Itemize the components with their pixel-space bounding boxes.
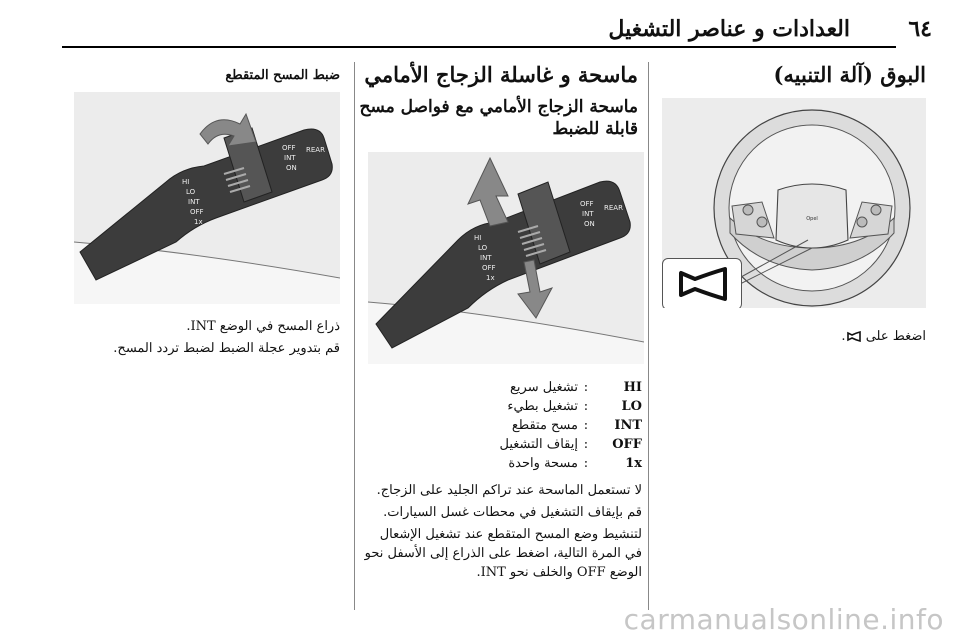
interval-text-position: ذراع المسح في الوضع INT. <box>186 319 340 334</box>
horn-instruction-text: اضغط على <box>865 329 926 344</box>
wiper-settings-list <box>380 378 642 473</box>
lever-label-1x: 1x <box>486 274 495 282</box>
page-header-title: العدادات و عناصر التشغيل <box>608 16 850 42</box>
lever-label-on: ON <box>584 220 595 228</box>
interval-label-int: INT <box>284 154 296 162</box>
interval-label-lo: LO <box>186 188 196 196</box>
interval-heading: ضبط المسح المتقطع <box>225 68 340 83</box>
lever-label-off: OFF <box>580 200 594 208</box>
horn-icon <box>663 259 741 308</box>
setting-description: مسح متقطع <box>511 418 578 433</box>
interval-lever-figure <box>74 92 340 304</box>
horn-callout <box>662 258 742 308</box>
wiper-note-interval: لتنشيط وضع المسح المتقطع عند تشغيل الإشعال في المرة التالية، اضغط على الذراع إلى الأسفل نحو الوضع OFF والخلف نحو INT. <box>364 527 642 580</box>
horn-symbol-icon <box>846 331 862 342</box>
wiper-setting-row <box>380 416 642 435</box>
wiper-subheading: ماسحة الزجاج الأمامي مع فواصل مسح قابلة للضبط <box>359 97 638 140</box>
watermark: carmanualsonline.info <box>623 603 944 636</box>
column-divider-left <box>354 62 355 610</box>
wiper-lever-figure <box>368 152 644 364</box>
interval-label-hi: HI <box>182 178 190 186</box>
wiper-note-carwash: قم بإيقاف التشغيل في محطات غسل السيارات. <box>383 505 642 520</box>
lever-label-int: INT <box>582 210 594 218</box>
lever-label-rear: REAR <box>604 204 623 212</box>
interval-label-on: ON <box>286 164 297 172</box>
wiper-heading: ماسحة و غاسلة الزجاج الأمامي <box>364 62 638 87</box>
setting-description: تشغيل سريع <box>510 380 578 395</box>
header-rule <box>62 46 896 48</box>
lever-label-lo: LO <box>478 244 488 252</box>
setting-description: تشغيل بطيء <box>507 399 578 414</box>
horn-instruction: اضغط على . <box>841 329 926 344</box>
setting-code: 1x <box>625 456 642 471</box>
setting-separator: : <box>583 399 589 414</box>
setting-code: INT <box>614 418 642 433</box>
interval-label-rear: REAR <box>306 146 325 154</box>
lever-label-int2: INT <box>480 254 492 262</box>
interval-label-int2: INT <box>188 198 200 206</box>
setting-code: HI <box>623 380 642 395</box>
column-divider-right <box>648 62 649 610</box>
setting-code: OFF <box>612 437 642 452</box>
interval-label-off: OFF <box>282 144 296 152</box>
interval-label-1x: 1x <box>194 218 203 226</box>
setting-separator: : <box>583 380 589 395</box>
wiper-setting-row <box>380 454 642 473</box>
wiper-note-ice: لا تستعمل الماسحة عند تراكم الجليد على الزجاج. <box>376 483 642 498</box>
wheel-badge-label: Opel <box>806 216 818 222</box>
lever-label-hi: HI <box>474 234 482 242</box>
setting-description: مسحة واحدة <box>508 456 578 471</box>
wiper-setting-row <box>380 397 642 416</box>
wiper-setting-row <box>380 378 642 397</box>
page-number: ٦٤ <box>908 16 932 42</box>
setting-code: LO <box>621 399 642 414</box>
steering-wheel-figure <box>662 98 926 308</box>
wiper-setting-row <box>380 435 642 454</box>
interval-text-adjust: قم بتدوير عجلة الضبط لضبط تردد المسح. <box>113 341 340 356</box>
horn-heading: البوق (آلة التنبيه) <box>773 62 926 87</box>
setting-separator: : <box>583 456 589 471</box>
interval-label-off2: OFF <box>190 208 204 216</box>
lever-label-off2: OFF <box>482 264 496 272</box>
setting-separator: : <box>583 418 589 433</box>
setting-description: إيقاف التشغيل <box>499 437 578 452</box>
setting-separator: : <box>583 437 589 452</box>
